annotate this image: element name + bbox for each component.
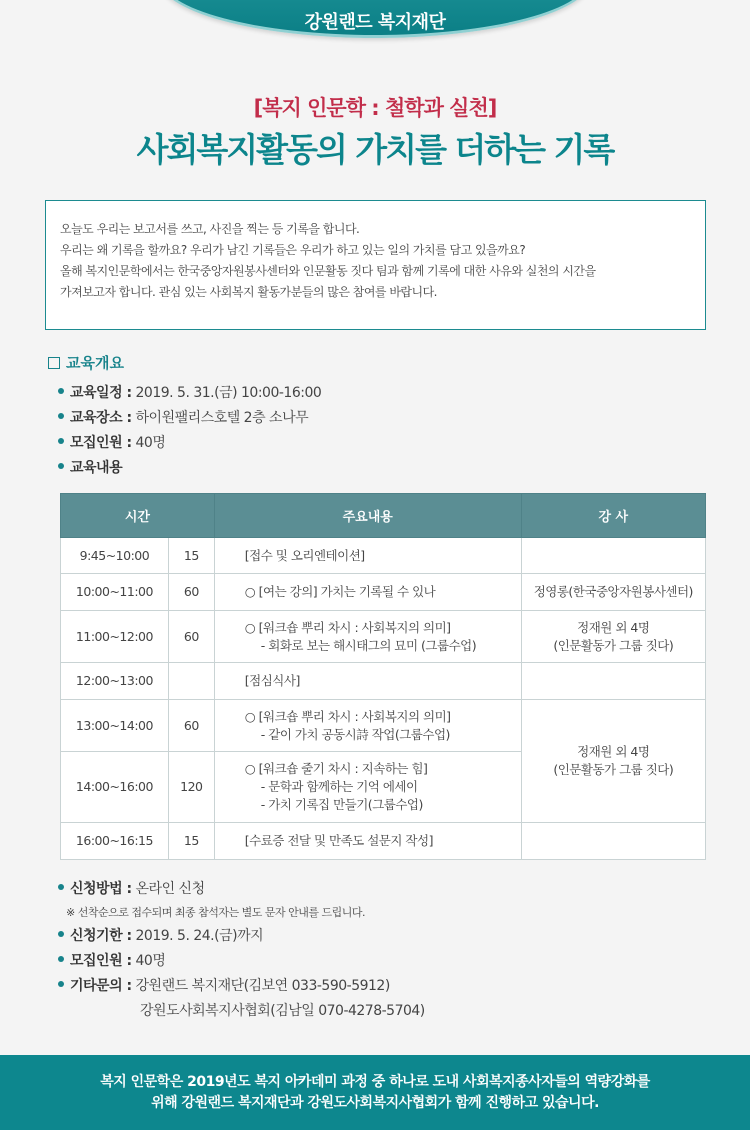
list-item — [58, 381, 321, 406]
content-line: - 가치 기록집 만들기(그룹수업) — [260, 797, 423, 812]
time-cell: 13:00~14:00 — [61, 700, 169, 752]
instructor-line: (인문활동가 그룹 짓다) — [553, 637, 674, 653]
page-title: 사회복지활동의 가치를 더하는 기록 — [136, 130, 614, 169]
content-cell — [214, 574, 521, 611]
minutes-cell: 60 — [168, 611, 214, 663]
item-label: 모집인원 : — [70, 435, 132, 451]
content-line: ○ [여는 강의] 가치는 기록될 수 있나 — [244, 584, 436, 599]
item-label: 신청방법 : — [70, 881, 132, 897]
content-cell — [214, 752, 521, 823]
content-cell — [214, 611, 521, 663]
table-row — [61, 663, 706, 700]
section-title-text: 교육개요 — [66, 354, 124, 372]
item-value: 온라인 신청 — [131, 881, 205, 897]
item-value: 40명 — [131, 435, 166, 451]
list-item — [58, 924, 425, 949]
section-title — [48, 352, 124, 373]
content-line: - 문학과 함께하는 기억 에세이 — [260, 779, 418, 794]
instructor-line: 정재원 외 4명 — [577, 619, 650, 635]
table-row — [61, 823, 706, 860]
header-time: 시간 — [61, 494, 215, 538]
instructor-line: 정재원 외 4명 — [577, 744, 650, 759]
badge-text: 강원랜드 복지재단 — [304, 12, 446, 33]
contact-line: 강원도사회복지사협회(김남일 070-4278-5704) — [140, 1003, 425, 1019]
list-item — [58, 456, 321, 481]
list-item — [58, 877, 425, 902]
instructor-cell — [521, 611, 705, 663]
item-value: 40명 — [131, 953, 166, 969]
bullet-icon — [58, 463, 64, 469]
instructor-cell — [521, 823, 705, 860]
instructor-line: (인문활동가 그룹 짓다) — [553, 762, 674, 777]
footer-line: 복지 인문학은 2019년도 복지 아카데미 과정 중 하나로 도내 사회복지종사자들의 역량강화를 — [100, 1074, 650, 1090]
content-cell — [214, 663, 521, 700]
schedule-table — [60, 493, 706, 860]
time-cell: 14:00~16:00 — [61, 752, 169, 823]
item-value: 하이원팰리스호텔 2층 소나무 — [131, 410, 309, 426]
header-content: 주요내용 — [214, 494, 521, 538]
content-cell — [214, 823, 521, 860]
item-label: 모집인원 : — [70, 953, 132, 969]
item-value: 2019. 5. 24.(금)까지 — [131, 928, 264, 944]
intro-line: 오늘도 우리는 보고서를 쓰고, 사진을 찍는 등 기록을 합니다. — [60, 222, 360, 236]
apply-note: ※ 선착순으로 접수되며 최종 참석자는 별도 문자 안내를 드립니다. — [66, 906, 365, 919]
minutes-cell: 60 — [168, 574, 214, 611]
content-line: - 같이 가치 공동시詩 작업(그룹수업) — [260, 726, 450, 742]
content-line: [접수 및 오리엔테이션] — [244, 547, 365, 563]
list-item — [58, 406, 321, 431]
item-label: 교육내용 — [70, 460, 123, 476]
instructor-cell — [521, 538, 705, 574]
item-value: 강원랜드 복지재단(김보연 033-590-5912) — [131, 978, 390, 994]
intro-line: 가져보고자 합니다. 관심 있는 사회복지 활동가분들의 많은 참여를 바랍니다. — [60, 285, 437, 299]
time-cell: 9:45~10:00 — [61, 538, 169, 574]
apply-list — [58, 877, 425, 1024]
overview-list — [58, 381, 321, 481]
page-subtitle: [복지 인문학 : 철학과 실천] — [253, 96, 497, 120]
bullet-icon — [58, 388, 64, 394]
table-row — [61, 574, 706, 611]
bullet-icon — [58, 981, 64, 987]
table-row — [61, 611, 706, 663]
checkbox-square-icon — [48, 357, 60, 369]
list-item — [58, 974, 425, 999]
item-label: 교육일정 : — [70, 385, 132, 401]
minutes-cell — [168, 663, 214, 700]
time-cell: 16:00~16:15 — [61, 823, 169, 860]
content-line: ○ [워크숍 줄기 차시 : 지속하는 힘] — [244, 761, 428, 776]
list-item — [58, 431, 321, 456]
table-row — [61, 538, 706, 574]
content-cell — [214, 700, 521, 752]
intro-box — [45, 200, 706, 330]
list-item — [58, 949, 425, 974]
footer-line: 위해 강원랜드 복지재단과 강원도사회복지사협회가 함께 진행하고 있습니다. — [151, 1095, 599, 1111]
item-label: 신청기한 : — [70, 928, 132, 944]
content-line: ○ [워크숍 뿌리 차시 : 사회복지의 의미] — [244, 619, 451, 635]
footer-banner — [0, 1055, 750, 1130]
instructor-cell: 정영롱(한국중앙자원봉사센터) — [521, 574, 705, 611]
bullet-icon — [58, 956, 64, 962]
content-line: ○ [워크숍 뿌리 차시 : 사회복지의 의미] — [244, 708, 451, 724]
intro-line: 우리는 왜 기록을 할까요? 우리가 남긴 기록들은 우리가 하고 있는 일의 가치를 담고 있을까요? — [60, 243, 526, 257]
instructor-cell — [521, 700, 705, 823]
intro-line: 올해 복지인문학에서는 한국중앙자원봉사센터와 인문활동 짓다 팀과 함께 기록에 대한 사유와 실천의 시간을 — [60, 264, 596, 278]
instructor-cell — [521, 663, 705, 700]
minutes-cell: 60 — [168, 700, 214, 752]
header-badge — [158, 0, 592, 38]
bullet-icon — [58, 413, 64, 419]
table-row — [61, 700, 706, 752]
time-cell: 11:00~12:00 — [61, 611, 169, 663]
time-cell: 10:00~11:00 — [61, 574, 169, 611]
item-value: 2019. 5. 31.(금) 10:00-16:00 — [131, 385, 322, 401]
content-cell — [214, 538, 521, 574]
bullet-icon — [58, 931, 64, 937]
content-line: [점심식사] — [244, 673, 300, 688]
content-line: [수료증 전달 및 만족도 설문지 작성] — [244, 833, 433, 848]
minutes-cell: 120 — [168, 752, 214, 823]
bullet-icon — [58, 438, 64, 444]
time-cell: 12:00~13:00 — [61, 663, 169, 700]
minutes-cell: 15 — [168, 538, 214, 574]
bullet-icon — [58, 884, 64, 890]
table-header-row — [61, 494, 706, 538]
item-label: 교육장소 : — [70, 410, 132, 426]
minutes-cell: 15 — [168, 823, 214, 860]
content-line: - 회화로 보는 해시태그의 묘미 (그룹수업) — [260, 637, 477, 653]
item-label: 기타문의 : — [70, 978, 132, 994]
header-instructor: 강 사 — [521, 494, 705, 538]
